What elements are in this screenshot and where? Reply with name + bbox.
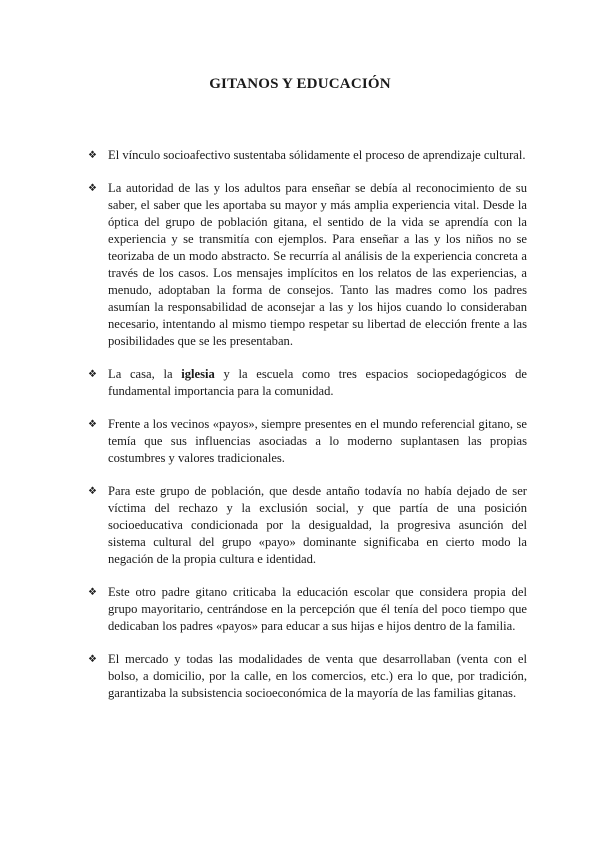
list-item-text-pre: La casa, la <box>108 367 182 381</box>
bullet-list <box>88 147 527 718</box>
diamond-bullet-icon: ❖ <box>88 486 97 497</box>
list-item <box>88 651 527 702</box>
diamond-bullet-icon: ❖ <box>88 183 97 194</box>
diamond-bullet-icon: ❖ <box>88 369 97 380</box>
list-item <box>88 147 527 164</box>
list-item-text: Este otro padre gitano criticaba la educación escolar que considera propia del grupo mayoritario, centrándose en la percepción que él tenía del poco tiempo que dedicaban los padres «payos» para educar a sus hijas e hijos dentro de la familia. <box>108 585 527 633</box>
list-item-text: La autoridad de las y los adultos para enseñar se debía al reconocimiento de su saber, el saber que les aportaba su mayor y más amplia experiencia vital. Desde la óptica del grupo de población gitana, el sentido de la vida se aprendía con la experiencia y se transmitía con ejemplos. Para enseñar a las y los niños no se teorizaba de un modo abstracto. Se recurría al análisis de la experiencia concreta a través de los casos. Los mensajes implícitos en los relatos de las experiencias, a menudo, adoptaban la forma de consejos. Tanto las madres como los padres asumían la responsabilidad de aconsejar a las y los hijos cuando lo consideraban necesario, intentando al mismo tiempo respetar su libertad de elección frente a las posibilidades que se les presentaban. <box>108 181 527 348</box>
diamond-bullet-icon: ❖ <box>88 419 97 430</box>
list-item-text: El vínculo socioafectivo sustentaba sólidamente el proceso de aprendizaje cultural. <box>108 148 526 162</box>
diamond-bullet-icon: ❖ <box>88 150 97 161</box>
list-item-text: Frente a los vecinos «payos», siempre presentes en el mundo referencial gitano, se temía que sus influencias asociadas a lo moderno suplantasen las propias costumbres y valores tradicionales. <box>108 417 527 465</box>
page-title: GITANOS Y EDUCACIÓN <box>209 76 391 92</box>
diamond-bullet-icon: ❖ <box>88 654 97 665</box>
emphasized-word: iglesia <box>181 367 215 381</box>
diamond-bullet-icon: ❖ <box>88 587 97 598</box>
list-item <box>88 483 527 568</box>
list-item-text: Para este grupo de población, que desde antaño todavía no había dejado de ser víctima del rechazo y la exclusión social, y que partía de una posición socioeducativa condicionada por la desigualdad, la progresiva asunción del sistema cultural del grupo «payo» dominante significaba en cierto modo la negación de la propia cultura e identidad. <box>108 484 527 566</box>
list-item <box>88 416 527 467</box>
list-item <box>88 180 527 350</box>
list-item <box>88 366 527 400</box>
list-item-text-post: y la escuela como tres espacios sociopedagógicos de fundamental importancia para la comunidad. <box>108 367 527 398</box>
list-item-text: El mercado y todas las modalidades de venta que desarrollaban (venta con el bolso, a domicilio, por la calle, en los comercios, etc.) era lo que, por tradición, garantizaba la subsistencia socioeconómica de la mayoría de las familias gitanas. <box>108 652 527 700</box>
list-item <box>88 584 527 635</box>
